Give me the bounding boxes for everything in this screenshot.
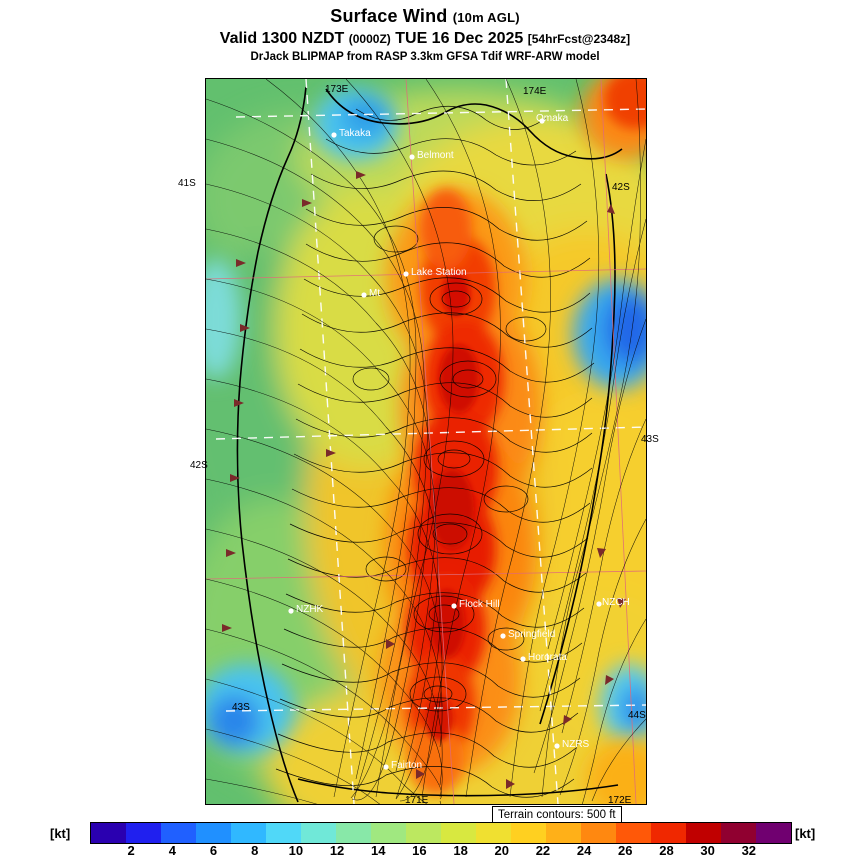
title-main: Surface Wind [330, 6, 448, 26]
forecast-tag: [54hrFcst@2348z] [527, 32, 631, 46]
place-label-mt: Mt [369, 288, 381, 299]
lat-label-44s-southeast: 44S [628, 710, 646, 721]
colorbar-tick-labels [90, 843, 790, 861]
colorbar [0, 818, 850, 860]
terrain-contour-note: Terrain contours: 500 ft [492, 806, 622, 825]
colorbar-tick: 10 [288, 843, 304, 858]
place-label-takaka: Takaka [339, 128, 371, 139]
colorbar-tick: 2 [127, 843, 135, 858]
lat-label-42s-east: 42S [612, 182, 630, 193]
colorbar-tick: 22 [535, 843, 551, 858]
lon-label-173e: 173E [325, 84, 349, 95]
colorbar-tick: 20 [494, 843, 509, 858]
place-label-nzch: NZCH [602, 597, 630, 608]
place-label-belmont: Belmont [417, 150, 454, 161]
colorbar-tick: 32 [741, 843, 757, 858]
model-line: DrJack BLIPMAP from RASP 3.3km GFSA Tdif WRF-ARW model [250, 51, 600, 63]
valid-time-line [0, 30, 850, 48]
colorbar-tick: 12 [329, 843, 345, 858]
colorbar-tick: 14 [371, 843, 386, 858]
place-label-springfield: Springfield [508, 629, 556, 640]
colorbar-tick: 16 [412, 843, 427, 858]
place-label-omaka: Omaka [536, 113, 569, 124]
colorbar-unit-right: [kt] [795, 826, 816, 841]
colorbar-tick: 18 [453, 843, 468, 858]
lon-label-174e: 174E [523, 86, 547, 97]
colorbar-tick: 26 [618, 843, 633, 858]
place-label-lake-station: Lake Station [411, 267, 467, 278]
lat-label-42s-west: 42S [190, 460, 208, 471]
colorbar-tick: 6 [209, 843, 218, 858]
valid-time-utc: (0000Z) [348, 32, 391, 46]
place-label-flock-hill: Flock Hill [459, 599, 500, 610]
colorbar-tick: 8 [251, 843, 259, 858]
place-label-fairton: Fairton [391, 760, 423, 771]
page-title [0, 6, 850, 27]
colorbar-tick: 4 [168, 843, 176, 858]
chart-header [0, 0, 850, 63]
title-suffix: (10m AGL) [452, 10, 520, 25]
valid-date: TUE 16 Dec 2025 [395, 30, 524, 47]
place-label-nzrs: NZRS [562, 739, 590, 750]
lon-label-172e: 172E [608, 795, 632, 806]
lat-label-43s-southwest: 43S [232, 702, 250, 713]
colorbar-tick: 30 [700, 843, 715, 858]
colorbar-tick: 28 [659, 843, 674, 858]
colorbar-gradient [90, 822, 792, 844]
wind-field-svg [206, 79, 646, 804]
lon-label-171e: 171E [405, 795, 429, 806]
lat-label-41s-west: 41S [178, 178, 196, 189]
valid-time: Valid 1300 NZDT [219, 30, 345, 47]
place-label-hororata: Hororata [528, 652, 567, 663]
lat-label-43s-east: 43S [641, 434, 659, 445]
map-canvas [205, 78, 647, 805]
place-label-nzhk: NZHK [296, 604, 324, 615]
colorbar-tick: 24 [576, 843, 592, 858]
colorbar-unit-left: [kt] [50, 826, 71, 841]
